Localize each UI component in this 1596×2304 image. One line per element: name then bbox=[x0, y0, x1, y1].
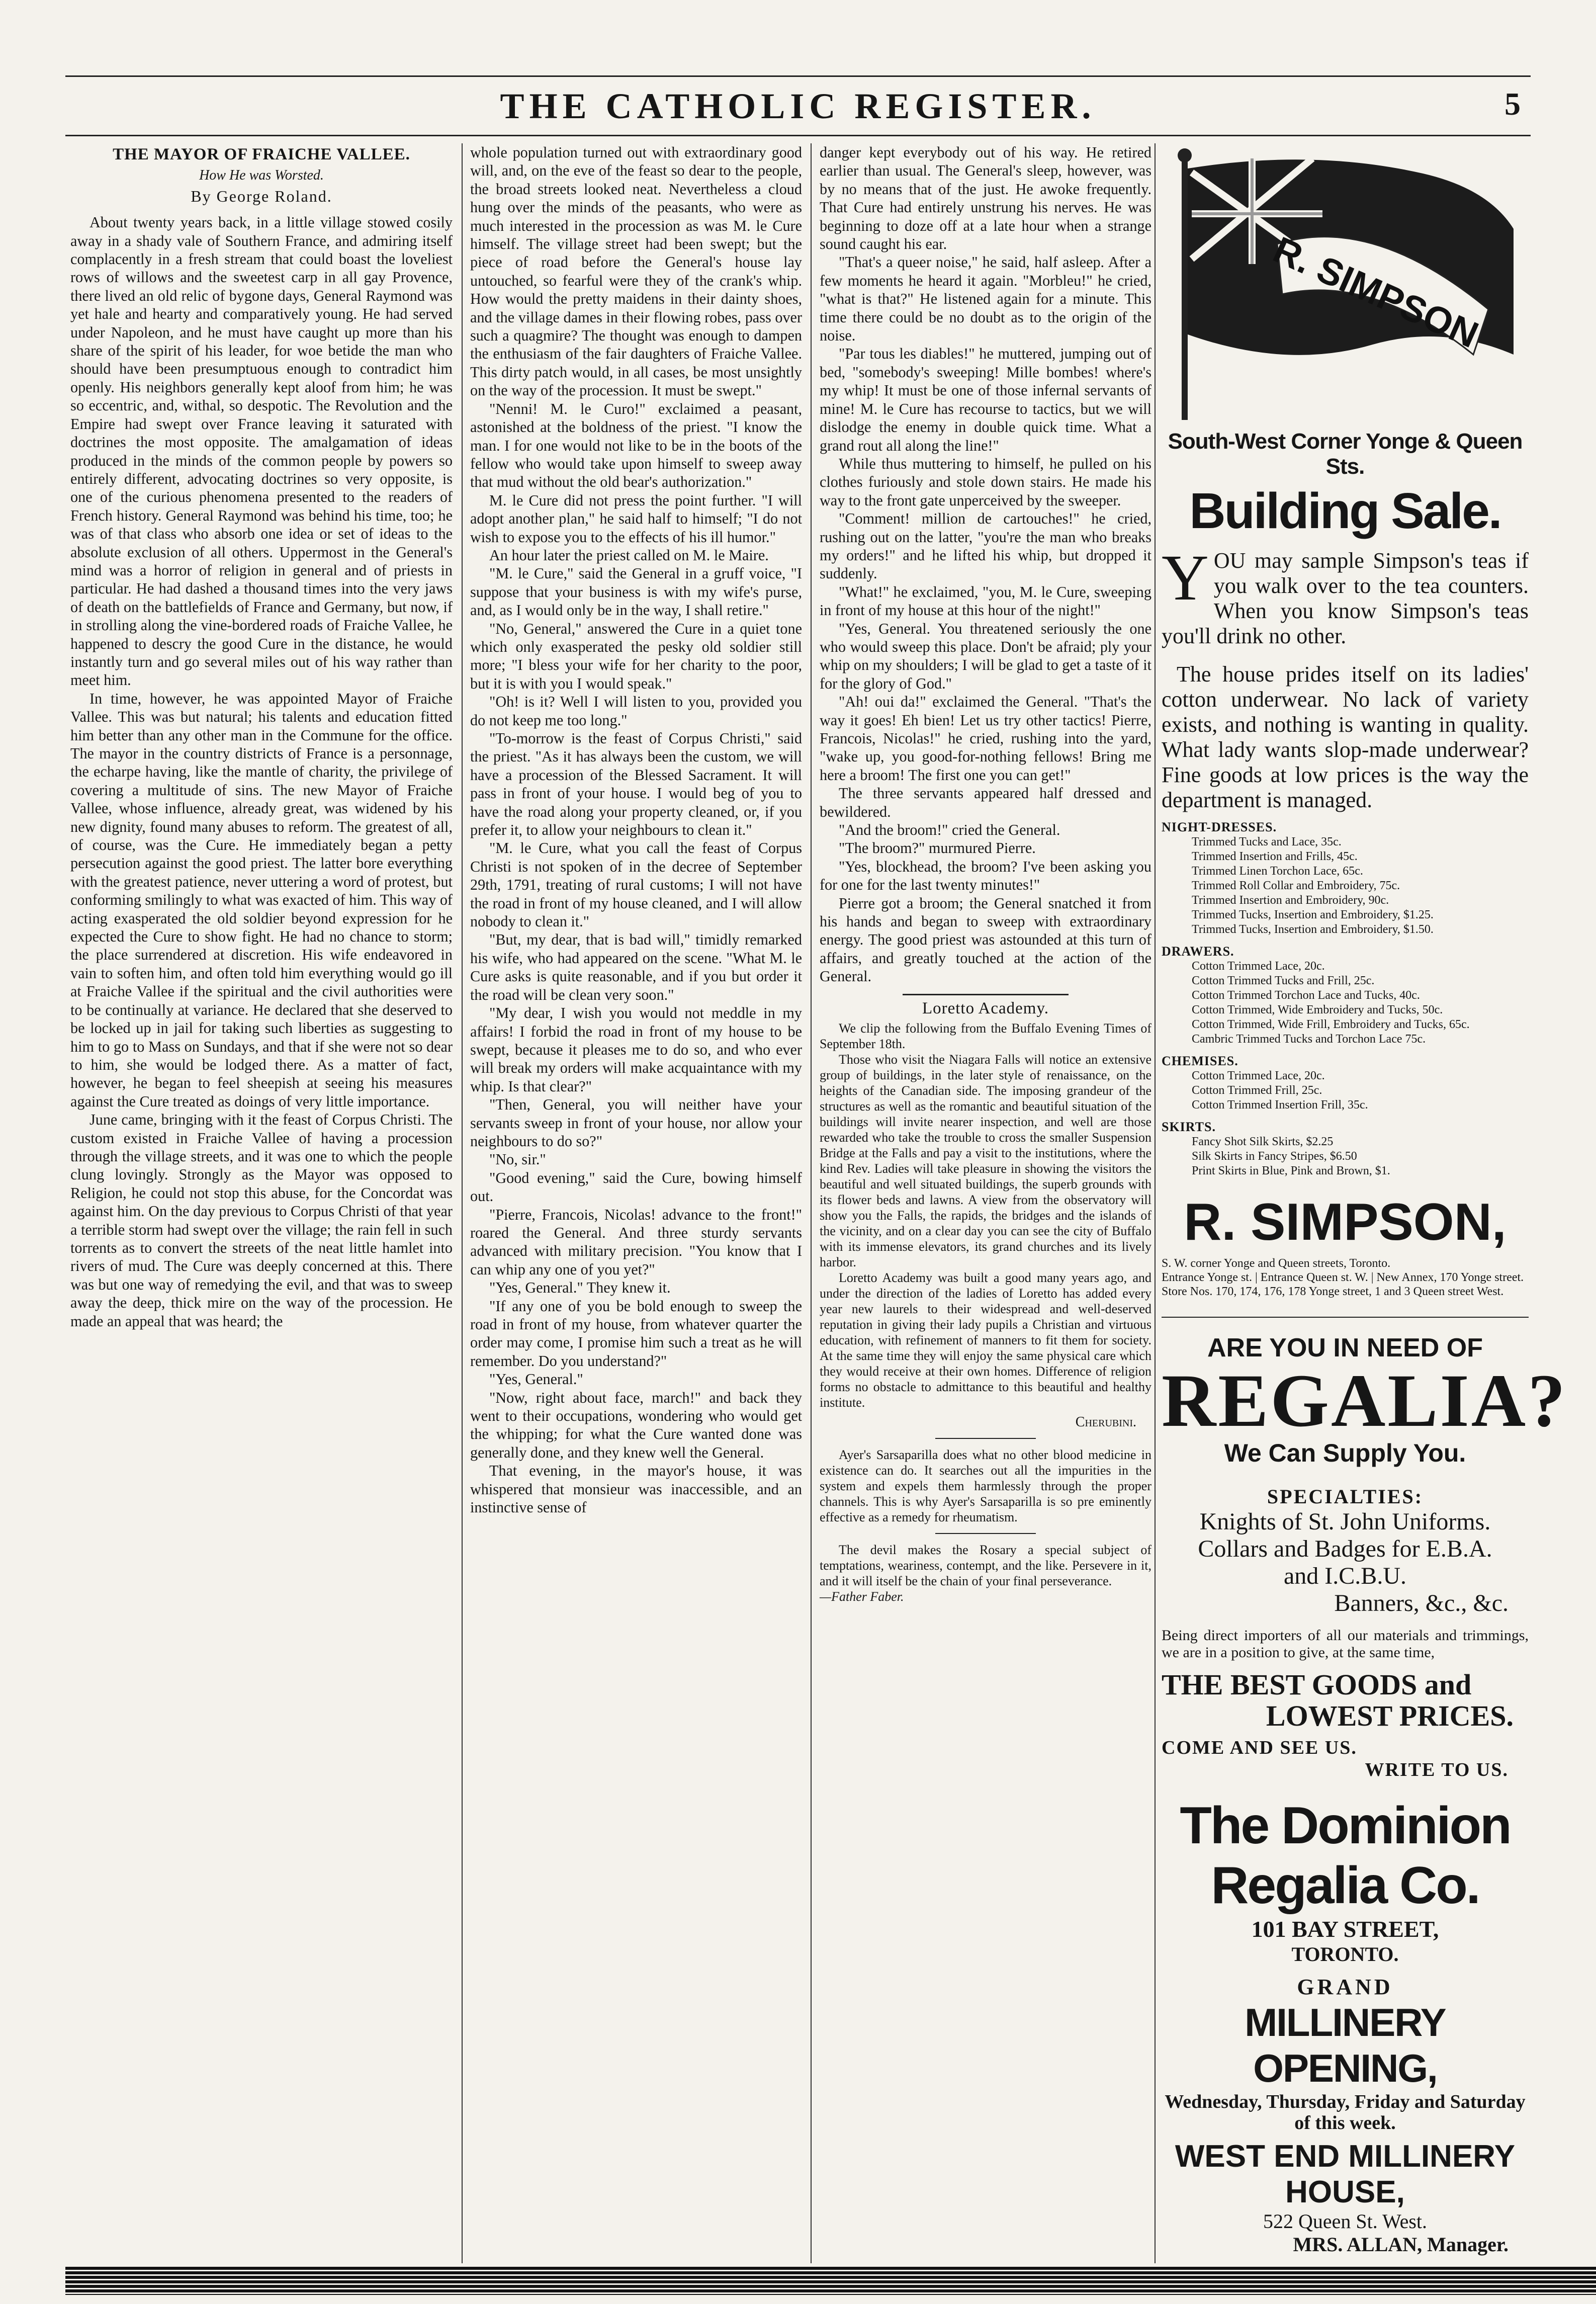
millinery-title: MILLINERY OPENING, bbox=[1245, 2000, 1446, 2090]
column-3 bbox=[820, 143, 1151, 2256]
regalia-street: 101 BAY STREET, bbox=[1251, 1916, 1439, 1942]
specialty-line: Banners, &c., &c. bbox=[1334, 1590, 1509, 1616]
story-paragraph: "What!" he exclaimed, "you, M. le Cure, sweeping in front of my house at this hour of the night!" bbox=[820, 583, 1151, 619]
story-paragraph: "Par tous les diables!" he muttered, jumping out of bed, "somebody's sweeping! Mille bombes! where's my whip! It must be one of those infernal servants of mine! M. le Cure has recourse to tactics, but we will dislodge the enemy in double quick time. What a grand rout all along the line!" bbox=[820, 345, 1151, 454]
simpson-address: South-West Corner Yonge & Queen Sts. bbox=[1168, 429, 1523, 479]
category-title: DRAWERS. bbox=[1162, 944, 1234, 959]
simpson-location bbox=[1162, 1256, 1529, 1299]
story-paragraph: danger kept everybody out of his way. He retired earlier than usual. The General's sleep, however, was by no means that of the just. He awoke frequently. That Cure had entirely unstrung his nerves. He was beginning to doze off at a late hour when a strange sound caught his ear. bbox=[820, 144, 1151, 253]
story-paragraph: "Oh! is it? Well I will listen to you, provided you do not keep me too long." bbox=[470, 693, 802, 729]
dropcap: Y bbox=[1162, 542, 1209, 614]
union-jack-flag-icon bbox=[1162, 143, 1529, 425]
column-2 bbox=[470, 143, 802, 2256]
svg-text:R. SIMPSON: R. SIMPSON bbox=[1267, 228, 1485, 356]
specialty-line: and I.C.B.U. bbox=[1284, 1563, 1406, 1589]
story-paragraph: "Ah! oui da!" exclaimed the General. "That's the way it goes! Eh bien! Let us try other tactics! Pierre, Francois, Nicolas!" he cried, rushing into the yard, "wake up, you good-for-nothing fellows! Bring me here a broom! The first one you can get!" bbox=[820, 693, 1151, 784]
story-title: THE MAYOR OF FRAICHE VALLEE. bbox=[113, 145, 410, 163]
story-paragraph: "And the broom!" cried the General. bbox=[839, 821, 1060, 839]
story-byline: By George Roland. bbox=[191, 187, 332, 205]
loretto-intro: We clip the following from the Buffalo Evening Times of September 18th. bbox=[820, 1021, 1151, 1052]
story-paragraph: "That's a queer noise," he said, half asleep. After a few moments he heard it again. "Morbleu!" he cried, "what is that?" He listened again for a minute. This time there could be no doubt as to the origin of the noise. bbox=[820, 253, 1151, 345]
regalia-word: REGALIA bbox=[1162, 1359, 1528, 1442]
price-item: Cotton Trimmed Lace, 20c. bbox=[1192, 1069, 1325, 1082]
story-paragraph: "Yes, General." They knew it. bbox=[489, 1279, 671, 1297]
simpson-location-right: Entrance Yonge st. | Entrance Queen st. W. | New Annex, 170 Yonge street. bbox=[1162, 1271, 1524, 1284]
price-item: Print Skirts in Blue, Pink and Brown, $1. bbox=[1192, 1164, 1390, 1177]
price-item: Trimmed Tucks and Lace, 35c. bbox=[1192, 835, 1342, 848]
category-title: NIGHT-DRESSES. bbox=[1162, 820, 1277, 834]
price-item: Cotton Trimmed Torchon Lace and Tucks, 40c. bbox=[1192, 989, 1420, 1002]
category-title: CHEMISES. bbox=[1162, 1054, 1238, 1068]
ad-separator bbox=[1162, 1317, 1529, 1318]
loretto-signature: Cherubini. bbox=[1075, 1414, 1136, 1430]
story-paragraph: While thus muttering to himself, he pulled on his clothes furiously and stole down stairs. He made his way to the front gate unperceived by the sweeper. bbox=[820, 455, 1151, 509]
divider bbox=[935, 1533, 1036, 1534]
price-item: Silk Skirts in Fancy Stripes, $6.50 bbox=[1192, 1150, 1357, 1163]
price-item: Cotton Trimmed Lace, 20c. bbox=[1192, 960, 1325, 973]
regalia-question: ARE YOU IN NEED OF bbox=[1207, 1333, 1483, 1362]
rosary-quote: The devil makes the Rosary a special subject of temptations, weariness, contempt, and the like. Persevere in it, and it will itself be the chain of your final perseverance. bbox=[820, 1543, 1151, 1589]
millinery-grand: GRAND bbox=[1297, 1975, 1393, 1999]
price-item: Trimmed Tucks, Insertion and Embroidery, $1.25. bbox=[1192, 908, 1434, 921]
header-top-rule bbox=[65, 75, 1531, 77]
price-item: Fancy Shot Silk Skirts, $2.25 bbox=[1192, 1135, 1334, 1148]
story-paragraph: About twenty years back, in a little village stowed cosily away in a shady vale of Southern France, and admiring itself complacently in a fresh stream that could boast the loveliest rows of willows and the sweetest carp in all gay Provence, there lived an old relic of bygone days, General Raymond was yet hale and hearty and comparatively young. He had served under Napoleon, and he must have caught up more than his share of the spirit of his leader, for woe betide the man who should have been presumptuous enough to contradict him openly. His neighbors generally kept aloof from him; he was so eccentric, and, withal, so despotic. The Revolution and the Empire had swept over France leaving it saturated with doctrines the most opposite. The amalgamation of ideas produced in the minds of the common people by powers so entirely different, advocating doctrines so very opposite, is one of the curious phenomena presented to the readers of French history. General Raymond was behind his time, too; he was of that class who absorb one idea or set of ideas to the absolute exclusion of all others. Uppermost in the General's mind was a horror of religion in general and of priests in particular. He had dashed a thousand times into the very jaws of death on the battlefields of France and Germany, but now, if in strolling along the vine-bordered roads of Fraiche Vallee, he happened to descry the good Cure in the distance, he would instantly turn and go several miles out of his way rather than meet him. bbox=[70, 214, 453, 689]
story-paragraph: whole population turned out with extraordinary good will, and, on the eve of the feast so dear to the people, the broad streets looked neat. Nevertheless a cloud hung over the minds of the peasants, who were as much interested in the procession as was M. le Cure himself. The village street had been swept; but the piece of road before the General's house lay untouched, so fearful were they of the crank's whip. How would the pretty maidens in their dainty shoes, and the village dames in their flowing robes, pass over such a quagmire? The thought was enough to dampen the enthusiasm of the fair daughters of Fraiche Vallee. This dirty patch would, in all cases, be most unsightly on the way of the procession. It must be swept." bbox=[470, 144, 802, 399]
millinery-street: 522 Queen St. West. bbox=[1263, 2210, 1427, 2233]
simpson-price-list bbox=[1162, 820, 1529, 1178]
story-paragraph: "Good evening," said the Cure, bowing himself out. bbox=[470, 1169, 802, 1205]
story-paragraph: "Yes, General. You threatened seriously the one who would sweep this place. Don't be afraid; ply your whip on my shoulders; I will be glad to get a taste of it for the glory of God." bbox=[820, 620, 1151, 692]
loretto-paragraph: Those who visit the Niagara Falls will notice an extensive group of buildings, in the later style of renaissance, on the heights of the Canadian side. The imposing grandeur of the structures as well as the romantic and beautiful situation of the buildings will invite nearer inspection, and well are those rewarded who take the trouble to cross the smaller Suspension Bridge at the Falls and pay a visit to the institutions, where the kind Rev. Ladies will take pleasure in showing the visitors the beautiful and well situated buildings, the superb grounds with its flower beds and lawns. A view from the observatory will show you the Falls, the rapids, the bridges and the islands of the vicinity, and on a clear day you can see the city of Buffalo with its immense elevators, its grand churches and its lively harbor. bbox=[820, 1052, 1151, 1270]
divider bbox=[935, 1438, 1036, 1439]
story-paragraph: "No, sir." bbox=[489, 1151, 546, 1168]
story-subtitle: How He was Worsted. bbox=[199, 167, 324, 184]
regalia-best-goods: THE BEST GOODS and bbox=[1162, 1668, 1472, 1701]
story-paragraph: "If any one of you be bold enough to sweep the road in front of my house, from whatever quarter the order may come, I promise him such a treat as he will remember. Do you understand?" bbox=[470, 1297, 802, 1370]
regalia-city: TORONTO. bbox=[1291, 1943, 1399, 1966]
story-paragraph: "No, General," answered the Cure in a quiet tone which only exasperated the pesky old soldier still more; "I bless your wife for her charity to the poor, but it is with you I would speak." bbox=[470, 620, 802, 692]
loretto-paragraph: Loretto Academy was built a good many years ago, and under the direction of the ladies of Loretto has added every year new laurels to their widespread and well-deserved reputation in giving their lady pupils a Christian and virtuous education, with refinement of manners to fit them for society. At the same time they will enjoy the same physical care which they would receive at their own homes. Difference of religion forms no obstacle to admittance to this beautiful and healthy institute. bbox=[820, 1270, 1151, 1410]
regalia-heading bbox=[1162, 1359, 1568, 1442]
simpson-signature: R. SIMPSON, bbox=[1184, 1193, 1506, 1251]
simpson-headline: Building Sale. bbox=[1189, 483, 1501, 539]
price-item: Trimmed Insertion and Frills, 45c. bbox=[1192, 850, 1358, 863]
story-paragraph: "Pierre, Francois, Nicolas! advance to the front!" roared the General. And three sturdy servants advanced with military precision. "You know that I can whip any one of you yet?" bbox=[470, 1206, 802, 1278]
footer-rule-band bbox=[65, 2267, 1596, 2295]
price-item: Trimmed Linen Torchon Lace, 65c. bbox=[1192, 865, 1363, 878]
specialty-line: Knights of St. John Uniforms. bbox=[1199, 1508, 1491, 1535]
millinery-days: Wednesday, Thursday, Friday and Saturday of this week. bbox=[1165, 2091, 1526, 2134]
newspaper-title: THE CATHOLIC REGISTER. bbox=[500, 86, 1096, 126]
column-divider bbox=[1155, 143, 1156, 2263]
price-item: Cotton Trimmed Tucks and Frill, 25c. bbox=[1192, 974, 1375, 987]
regalia-supply: We Can Supply You. bbox=[1224, 1439, 1466, 1467]
story-paragraph: "My dear, I wish you would not meddle in my affairs! I forbid the road in front of my house to be swept, because it pleases me to do so, and who ever will break my orders will make acquaintance with my whip. Is that clear?" bbox=[470, 1004, 802, 1095]
story-paragraph: "Yes, General." bbox=[489, 1371, 583, 1388]
story-paragraph: "Yes, blockhead, the broom? I've been asking you for one for the last twenty minutes!" bbox=[820, 858, 1151, 894]
header-bottom-rule bbox=[65, 135, 1531, 136]
regalia-question-mark: ? bbox=[1528, 1359, 1568, 1442]
regalia-company: The Dominion Regalia Co. bbox=[1180, 1797, 1511, 1915]
ornamental-rule bbox=[903, 994, 1069, 995]
regalia-lowest-prices: LOWEST PRICES. bbox=[1266, 1699, 1514, 1732]
story-paragraph: June came, bringing with it the feast of Corpus Christi. The custom existed in Fraiche Vallee of having a procession through the village streets, and it was one to which the people clung lovingly. Strongly as the Mayor was opposed to Religion, he could not stop this abuse, for the Concordat was against him. On the day previous to Corpus Christi of that year a terrible storm had swept over the village; the rain fell in such torrents as to convert the streets of the neat little hamlet into rivers of mud. The Cure was deeply concerned at this. There was but one way of remedying the evil, and that was to sweep away the deep, thick mire on the way of the procession. He made an appeal that was heard; the bbox=[70, 1111, 453, 1330]
story-paragraph: Pierre got a broom; the General snatched it from his hands and began to sweep with extraordinary energy. The good priest was astounded at this turn of affairs, and greatly touched at the action of the General. bbox=[820, 894, 1151, 985]
column-divider bbox=[462, 143, 463, 2263]
story-paragraph: That evening, in the mayor's house, it was whispered that monsieur was inaccessible, and an instinctive sense of bbox=[470, 1462, 802, 1516]
page-number: 5 bbox=[1504, 86, 1521, 122]
column-divider bbox=[811, 143, 812, 2263]
price-item: Cotton Trimmed, Wide Embroidery and Tucks, 50c. bbox=[1192, 1003, 1443, 1016]
price-item: Trimmed Insertion and Embroidery, 90c. bbox=[1192, 894, 1389, 907]
price-item: Cotton Trimmed Insertion Frill, 35c. bbox=[1192, 1098, 1368, 1112]
story-paragraph: M. le Cure did not press the point further. "I will adopt another plan," he said half to himself; "I do not wish to expose you to the effects of his ill humor." bbox=[470, 491, 802, 546]
regalia-come: COME AND SEE US. bbox=[1162, 1737, 1357, 1758]
simpson-tea-paragraph bbox=[1162, 542, 1529, 649]
regalia-write: WRITE TO US. bbox=[1365, 1759, 1509, 1780]
price-item: Cotton Trimmed, Wide Frill, Embroidery and Tucks, 65c. bbox=[1192, 1018, 1470, 1031]
story-paragraph: "Nenni! M. le Curo!" exclaimed a peasant, astonished at the boldness of the priest. "I know the man. I for one would not like to be in the boots of the fellow who would take upon himself to sweep away that mud without the old bear's authorization." bbox=[470, 400, 802, 491]
millinery-house: WEST END MILLINERY HOUSE, bbox=[1175, 2139, 1516, 2209]
story-paragraph: "Now, right about face, march!" and back they went to their occupations, wondering who would get the whipping; for what the Cure wanted done was generally done, and they knew well the General. bbox=[470, 1389, 802, 1461]
story-paragraph: "To-morrow is the feast of Corpus Christi," said the priest. "As it has always been the custom, we will have a procession of the Blessed Sacrament. It will pass in front of your house. I would beg of you to have the road along your property cleaned, or, if you prefer it, to allow your neighbours to clean it." bbox=[470, 730, 802, 839]
story-paragraph: "M. le Cure," said the General in a gruff voice, "I suppose that your business is with my wife's purse, and, as I would only be in the way, I shall retire." bbox=[470, 565, 802, 619]
ayer-notice: Ayer's Sarsaparilla does what no other blood medicine in existence can do. It searches out all the impurities in the system and expels them harmlessly through the proper channels. This is why Ayer's Sarsaparilla is so pre eminently effective as a remedy for rheumatism. bbox=[820, 1447, 1151, 1525]
regalia-note: Being direct importers of all our materials and trimmings, we are in a position to give, at the same time, bbox=[1162, 1627, 1529, 1661]
price-item: Cambric Trimmed Tucks and Torchon Lace 75c. bbox=[1192, 1033, 1426, 1046]
story-paragraph: "But, my dear, that is bad will," timidly remarked his wife, who had appeared on the scene. "What M. le Cure asks is quite reasonable, and if you but order it the road will be clean very soon." bbox=[470, 931, 802, 1003]
story-paragraph: "Comment! million de cartouches!" he cried, rushing out on the latter, "you're the man who breaks my orders!" and he lifted his whip, but dropped it suddenly. bbox=[820, 510, 1151, 582]
specialties-label: SPECIALTIES: bbox=[1267, 1485, 1424, 1508]
page-header bbox=[65, 86, 1531, 131]
simpson-body: The house prides itself on its ladies' cotton underwear. No lack of variety exists, and nothing is wanting in quality. What lady wants slop-made underwear? Fine goods at low prices is the way the department is managed. bbox=[1162, 662, 1529, 812]
specialty-line: Collars and Badges for E.B.A. bbox=[1198, 1535, 1492, 1562]
simpson-location-left: S. W. corner Yonge and Queen streets, Toronto. bbox=[1162, 1257, 1391, 1270]
story-paragraph: An hour later the priest called on M. le Maire. bbox=[489, 546, 769, 564]
millinery-manager: MRS. ALLAN, Manager. bbox=[1293, 2233, 1509, 2256]
simpson-stores: Store Nos. 170, 174, 176, 178 Yonge street, 1 and 3 Queen street West. bbox=[1162, 1285, 1504, 1298]
price-item: Cotton Trimmed Frill, 25c. bbox=[1192, 1084, 1322, 1097]
rosary-attribution: —Father Faber. bbox=[820, 1589, 904, 1604]
advertisements-column bbox=[1162, 143, 1568, 2263]
story-paragraph: In time, however, he was appointed Mayor of Fraiche Vallee. This was but natural; his talents and education fitted him better than any other man in the Commune for the office. The mayor in the country districts of France is a personnage, the echarpe having, like the mantle of charity, the privilege of covering a multitude of sins. The new Mayor of Fraiche Vallee, whose influence, already great, was widened by his new dignity, found many abuses to reform. The greatest of all, of course, was the Cure. He immediately began a petty persecution against the good priest. The latter bore everything with the greatest patience, never uttering a word of protest, but conforming smilingly to what was exacted of him. This way of acting exasperated the old soldier beyond expression for he expected the Cure to show fight. He had no chance to storm; the place surrendered at discretion. His wife endeavored in vain to soften him, and often told him everything would go ill at Fraiche Vallee if the spiritual and the civil authorities were to be continually at variance. He declared that she deserved to be locked up in jail for taking such liberties as suggesting to him to go to Mass on Sundays, and that if she were not so dear to him, she would be lodged there. As a matter of fact, however, he began to feel sheepish at seeing his measures against the Cure treated as doings of very little importance. bbox=[70, 690, 453, 1110]
story-paragraph: "M. le Cure, what you call the feast of Corpus Christi is not spoken of in the decree of September 29th, 1791, treating of rural customs; I will not have the road in front of my house cleaned, and I will allow nobody to clean it." bbox=[470, 839, 802, 930]
price-item: Trimmed Roll Collar and Embroidery, 75c. bbox=[1192, 879, 1400, 892]
story-paragraph: "Then, General, you will neither have your servants sweep in front of your house, nor allow your neighbours to do so?" bbox=[470, 1096, 802, 1150]
price-item: Trimmed Tucks, Insertion and Embroidery, $1.50. bbox=[1192, 923, 1434, 936]
category-title: SKIRTS. bbox=[1162, 1120, 1216, 1134]
story-paragraph: "The broom?" murmured Pierre. bbox=[839, 839, 1036, 857]
loretto-title: Loretto Academy. bbox=[922, 999, 1049, 1017]
story-paragraph: The three servants appeared half dressed and bewildered. bbox=[820, 785, 1151, 820]
column-1 bbox=[70, 143, 453, 2256]
simpson-intro: OU may sample Simpson's teas if you walk over to the tea counters. When you know Simpson's teas you'll drink no other. bbox=[1162, 548, 1529, 648]
